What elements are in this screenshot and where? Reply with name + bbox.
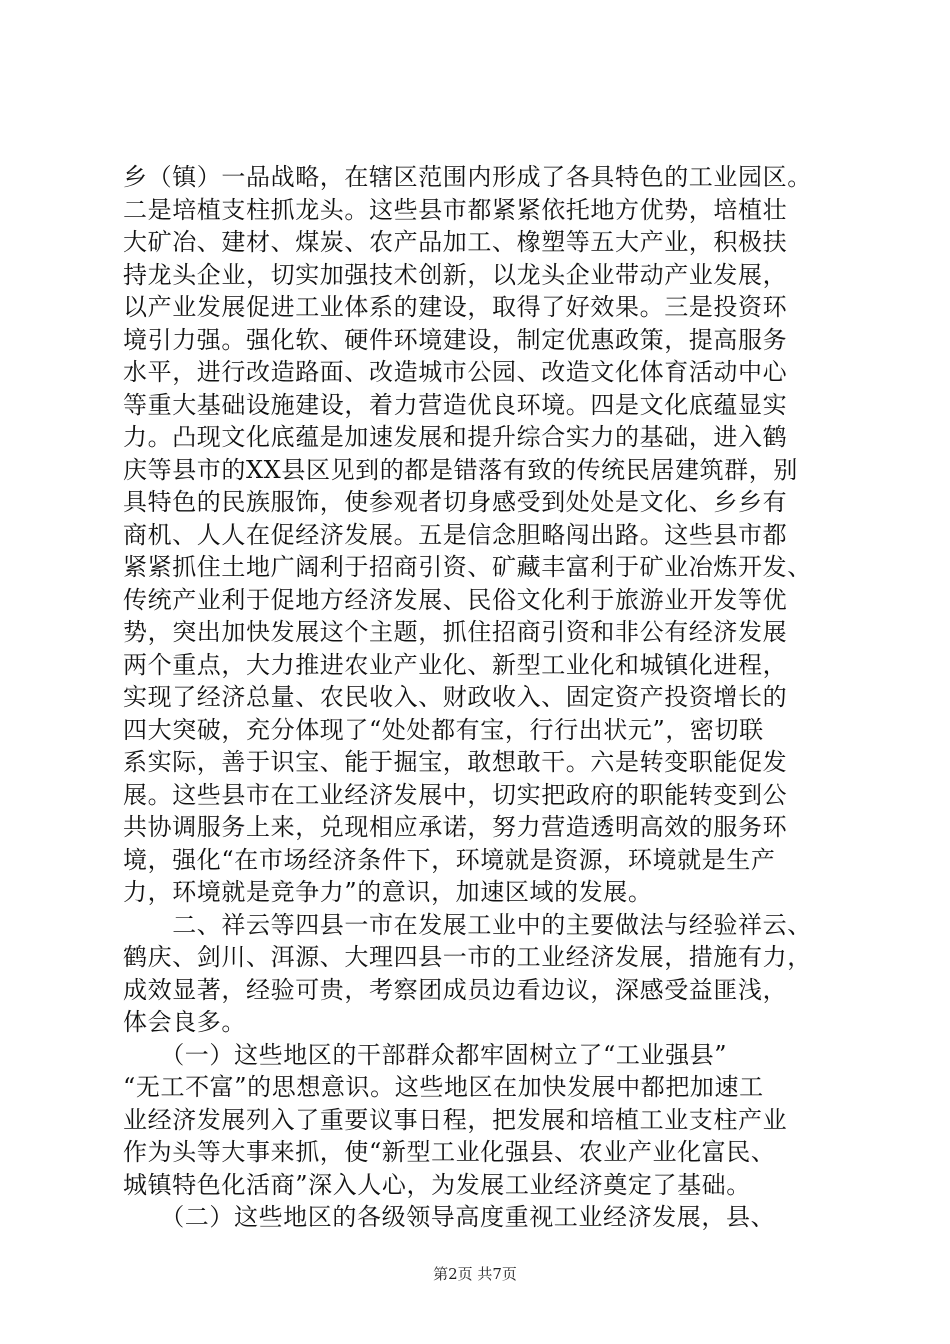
text-line: 具特色的民族服饰，使参观者切身感受到处处是文化、乡乡有 <box>123 488 788 516</box>
text-line: 展。这些县市在工业经济发展中，切实把政府的职能转变到公 <box>123 780 788 809</box>
text-line: 庆等县市的XX县区见到的都是错落有致的传统民居建筑群，别 <box>123 455 798 484</box>
text-line: （一）这些地区的干部群众都牢固树立了“工业强县” <box>123 1040 728 1069</box>
text-line: 二是培植支柱抓龙头。这些县市都紧紧依托地方优势，培植壮 <box>123 195 788 224</box>
text-line: 力，环境就是竞争力”的意识，加速区域的发展。 <box>123 878 653 906</box>
text-line: 乡（镇）一品战略，在辖区范围内形成了各具特色的工业园区。 <box>123 163 812 191</box>
document-body <box>123 161 843 1234</box>
text-line: 境引力强。强化软、硬件环境建设，制定优惠政策，提高服务 <box>123 325 788 354</box>
text-line: 作为头等大事来抓，使“新型工业化强县、农业产业化富民、 <box>123 1138 776 1166</box>
text-line: 体会良多。 <box>123 1008 246 1036</box>
text-line: 二、祥云等四县一市在发展工业中的主要做法与经验祥云、 <box>123 910 812 939</box>
text-line: 持龙头企业，切实加强技术创新，以龙头企业带动产业发展， <box>123 260 788 289</box>
text-line: 水平，进行改造路面、改造城市公园、改造文化体育活动中心 <box>123 358 788 386</box>
text-line: 成效显著，经验可贵，考察团成员边看边议，深感受益匪浅， <box>123 975 788 1004</box>
text-line: 城镇特色化活商”深入人心，为发展工业经济奠定了基础。 <box>123 1170 751 1199</box>
text-line: 势，突出加快发展这个主题，抓住招商引资和非公有经济发展 <box>123 618 788 646</box>
text-line: 大矿冶、建材、煤炭、农产品加工、橡塑等五大产业，积极扶 <box>123 228 788 256</box>
text-line: 业经济发展列入了重要议事日程，把发展和培植工业支柱产业 <box>123 1105 788 1134</box>
text-line: 两个重点，大力推进农业产业化、新型工业化和城镇化进程， <box>123 650 788 679</box>
text-line: 以产业发展促进工业体系的建设，取得了好效果。三是投资环 <box>123 293 788 321</box>
text-line: 境，强化“在市场经济条件下，环境就是资源，环境就是生产 <box>123 845 776 874</box>
text-line: 四大突破，充分体现了“处处都有宝，行行出状元”，密切联 <box>123 715 764 744</box>
text-line: 等重大基础设施建设，着力营造优良环境。四是文化底蕴显实 <box>123 390 788 419</box>
text-line: 传统产业利于促地方经济发展、民俗文化利于旅游业开发等优 <box>123 585 788 614</box>
text-line: 紧紧抓住土地广阔利于招商引资、矿藏丰富利于矿业冶炼开发、 <box>123 553 812 581</box>
text-line: 商机、人人在促经济发展。五是信念胆略闯出路。这些县市都 <box>123 520 788 549</box>
text-line: “无工不富”的思想意识。这些地区在加快发展中都把加速工 <box>123 1073 764 1101</box>
text-line: 鹤庆、剑川、洱源、大理四县一市的工业经济发展，措施有力， <box>123 943 812 971</box>
page-footer: 第2页 共7页 <box>433 1265 517 1283</box>
text-line: 力。凸现文化底蕴是加速发展和提升综合实力的基础，进入鹤 <box>123 423 788 451</box>
text-line: （二）这些地区的各级领导高度重视工业经济发展，县、 <box>123 1203 776 1231</box>
text-line: 实现了经济总量、农民收入、财政收入、固定资产投资增长的 <box>123 683 788 711</box>
text-line: 共协调服务上来，兑现相应承诺，努力营造透明高效的服务环 <box>123 813 788 841</box>
text-line: 系实际，善于识宝、能于掘宝，敢想敢干。六是转变职能促发 <box>123 748 788 776</box>
